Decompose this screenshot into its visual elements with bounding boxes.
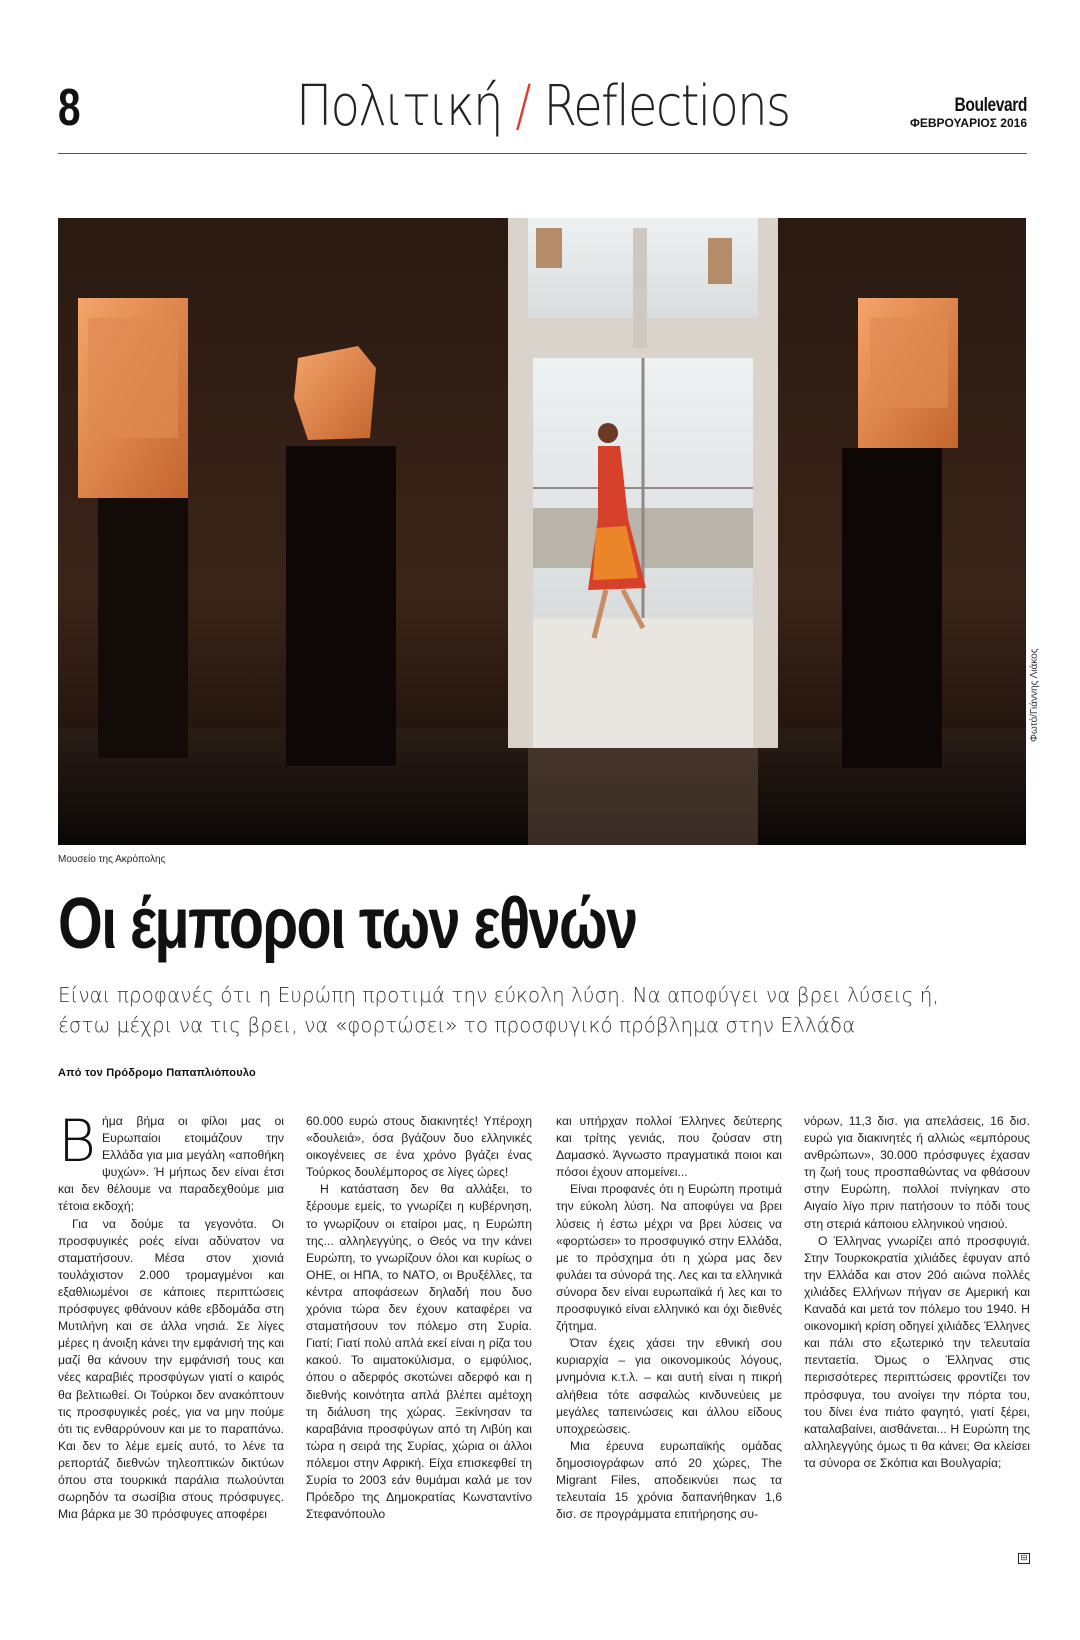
paragraph: Όταν έχεις χάσει την εθνική σου κυριαρχία – για οικονομικούς λόγους, μνημόνια κ.τ.λ. – και αυτή είναι η πικρή αλήθεια τότε ασφαλώς κινδυνεύεις με μεγάλες ταπεινώσεις και άλλου είδους υποχρεώσεις.: [556, 1336, 782, 1436]
article-column-2: [306, 1113, 532, 1523]
standfirst: Είναι προφανές ότι η Ευρώπη προτιμά την εύκολη λύση. Να αποφύγει να βρει λύσεις ή, έστω μέχρι να τις βρει, να «φορτώσει» το προσφυγικό πρόβλημα στην Ελλάδα: [58, 983, 939, 1037]
masthead: [910, 96, 1027, 130]
paragraph: και υπήρχαν πολλοί Έλληνες δεύτερης και τρίτης γενιάς, που ζούσαν στη Δαμασκό. Άγνωστο πραγματικά ποιοι και πόσοι έχουν απομείνει...: [556, 1114, 782, 1180]
headline: Οι έμποροι των εθνών: [58, 884, 637, 964]
byline: Από τον Πρόδρομο Παπαπλιόπουλο: [58, 1067, 256, 1079]
drop-cap: Β: [58, 1107, 96, 1175]
paragraph: Μια έρευνα ευρωπαϊκής ομάδας δημοσιογράφων από 20 χώρες, The Migrant Files, αποδεικνύει πως τα τελευταία 15 χρόνια δαπανήθηκαν 1,6 δισ. σε προγράμματα επιτήρησης συ-: [556, 1438, 782, 1522]
museum-photo-illustration: [58, 218, 1026, 845]
end-of-article-icon: ⊟: [1018, 1553, 1030, 1564]
museum-photo: [58, 218, 1026, 845]
article-column-4: [804, 1113, 1030, 1472]
paragraph-text: ήμα βήμα οι φίλοι μας οι Ευρωπαίοι ετοιμάζουν την Ελλάδα για μια μεγάλη «αποθήκη ψυχών». Ή μήπως δεν είναι έτσι και δεν θέλουμε να παραδεχθούμε μια τέτοια εκδοχή;: [58, 1114, 284, 1214]
paragraph: 60.000 ευρώ στους διακινητές! Υπέροχη «δουλειά», όσα βγάζουν δυο ελληνικές οικογένειες σε ένα χρόνο βγάζει ένας Τούρκος δουλέμπορος σε λίγες ώρες!: [306, 1114, 532, 1180]
section-right: Reflections: [543, 74, 790, 139]
paragraph: [58, 1107, 284, 1216]
photo-caption: Μουσείο της Ακρόπολης: [58, 854, 166, 865]
paragraph: Είναι προφανές ότι η Ευρώπη προτιμά την εύκολη λύση. Να αποφύγει να βρει λύσεις ή έστω μέχρι να βρει λύσεις να «φορτώσει» το προσφυγικό στην Ελλάδα, με το πρόσχημα ότι η χώρα μας δεν φυλάει τα σύνορά της. Λες και τα ελληνικά σύνορα δεν είναι ευρωπαϊκά ή λες και το προσφυγικό είναι ελληνικό και όχι διεθνές ζήτημα.: [556, 1182, 782, 1334]
issue-date: ΦΕΒΡΟΥΑΡΙΟΣ 2016: [909, 116, 1027, 130]
section-separator: /: [515, 74, 530, 139]
article-column-3: [556, 1113, 782, 1523]
section-title: [296, 74, 789, 139]
section-left: Πολιτική: [296, 74, 502, 139]
photo-credit: Φωτό/Γιάννης Λιάκος: [1029, 648, 1040, 742]
brand-logo: Boulevard: [954, 95, 1027, 116]
page-number: 8: [58, 79, 79, 137]
paragraph: Για να δούμε τα γεγονότα. Οι προσφυγικές ροές είναι αδύνατον να σταματήσουν. Μέσα στον χιονιά τουλάχιστον 2.000 τρομαγμένοι και εξαθλιωμένοι σε κάποιες περιπτώσεις πρόσφυγες φθάνουν κάθε εβδομάδα στη Μυτιλήνη και σε άλλα νησιά. Σε λίγες μέρες η άνοιξη κάνει την εμφάνισή της και μαζί θα κάνουν την εμφάνισή τους και νέες καραβιές προσφύγων γιατί ο καιρός θα βελτιωθεί. Οι Τούρκοι δεν ανακόπτουν τις προσφυγικές ροές, για να μην πούμε ότι τις ενθαρρύνουν και με το παραπάνω. Και δεν το λέμε εμείς αυτό, το λένε τα ρεπορτάζ διεθνών τηλεοπτικών δικτύων όπου στα τουρκικά παράλια πωλούνται σωρηδόν τα σωσίβια στους πρόσφυγες. Μια βάρκα με 30 πρόσφυγες αποφέρει: [58, 1216, 284, 1522]
paragraph: νόρων, 11,3 δισ. για απελάσεις, 16 δισ. ευρώ για διακινητές ή αλλιώς «εμπόρους ανθρώπων», 30.000 πρόσφυγες έχασαν τη ζωή τους προσπαθώντας να φθάσουν στην Ευρώπη, πολλοί πνίγηκαν στο Αιγαίο λίγο πριν πατήσουν το πόδι τους στη στεριά κάποιου ελληνικού νησιού.: [804, 1114, 1030, 1231]
header-rule: [58, 153, 1027, 154]
paragraph: Η κατάσταση δεν θα αλλάξει, το ξέρουμε εμείς, το γνωρίζει η κυβέρνηση, το γνωρίζουν οι εταίροι μας, η Ευρώπη της... αλληλεγγύης, ο Θεός να την κάνει Ευρώπη, το γνωρίζουν όλοι και κυρίως ο ΟΗΕ, οι ΗΠΑ, το ΝΑΤΟ, οι Βρυξέλλες, τα κέντρα αποφάσεων δηλαδή που δυο χρόνια τώρα δεν έχουν καταφέρει να σταματήσουν τον πόλεμο στη Συρία. Γιατί; Γιατί πολύ απλά εκεί είναι η ρίζα του κακού. Το αιματοκύλισμα, ο εμφύλιος, όπου ο αδερφός σκοτώνει αδερφό και η διεθνής κοινότητα απλά βλέπει αμέτοχη τη διάλυση της χώρας. Ξεκίνησαν τα καραβάνια προσφύγων από τη Λιβύη και τώρα η σειρά της Συρίας, χώρια οι άλλοι πόλεμοι στην Αφρική. Είχα επισκεφθεί τη Συρία το 2003 εάν θυμάμαι καλά με τον Πρόεδρο της Δημοκρατίας Κωνσταντίνο Στεφανόπουλο: [306, 1182, 532, 1522]
paragraph: Ο Έλληνας γνωρίζει από προσφυγιά. Στην Τουρκοκρατία χιλιάδες έφυγαν από την Ελλάδα και στον 20ό αιώνα πολλές χιλιάδες Ελλήνων πήγαν σε Αμερική και Καναδά και μετά τον πόλεμο του 1940. Η οικονομική κρίση οδηγεί χιλιάδες Έλληνες και πάλι στο εξωτερικό την τελευταία πενταετία. Όμως ο Έλληνας στις περισσότερες περιπτώσεις φροντίζει τον πρόσφυγα, του ανοίγει την πόρτα του, του δίνει ένα πιάτο φαγητό, γιατί ξέρει, καταλαβαίνει, αισθάνεται... Η Ευρώπη της αλληλεγγύης όμως τι θα κάνει; Θα κλείσει τα σύνορα σε Σκόπια και Βουλγαρία;: [804, 1233, 1030, 1470]
article-column-1: [58, 1107, 284, 1523]
